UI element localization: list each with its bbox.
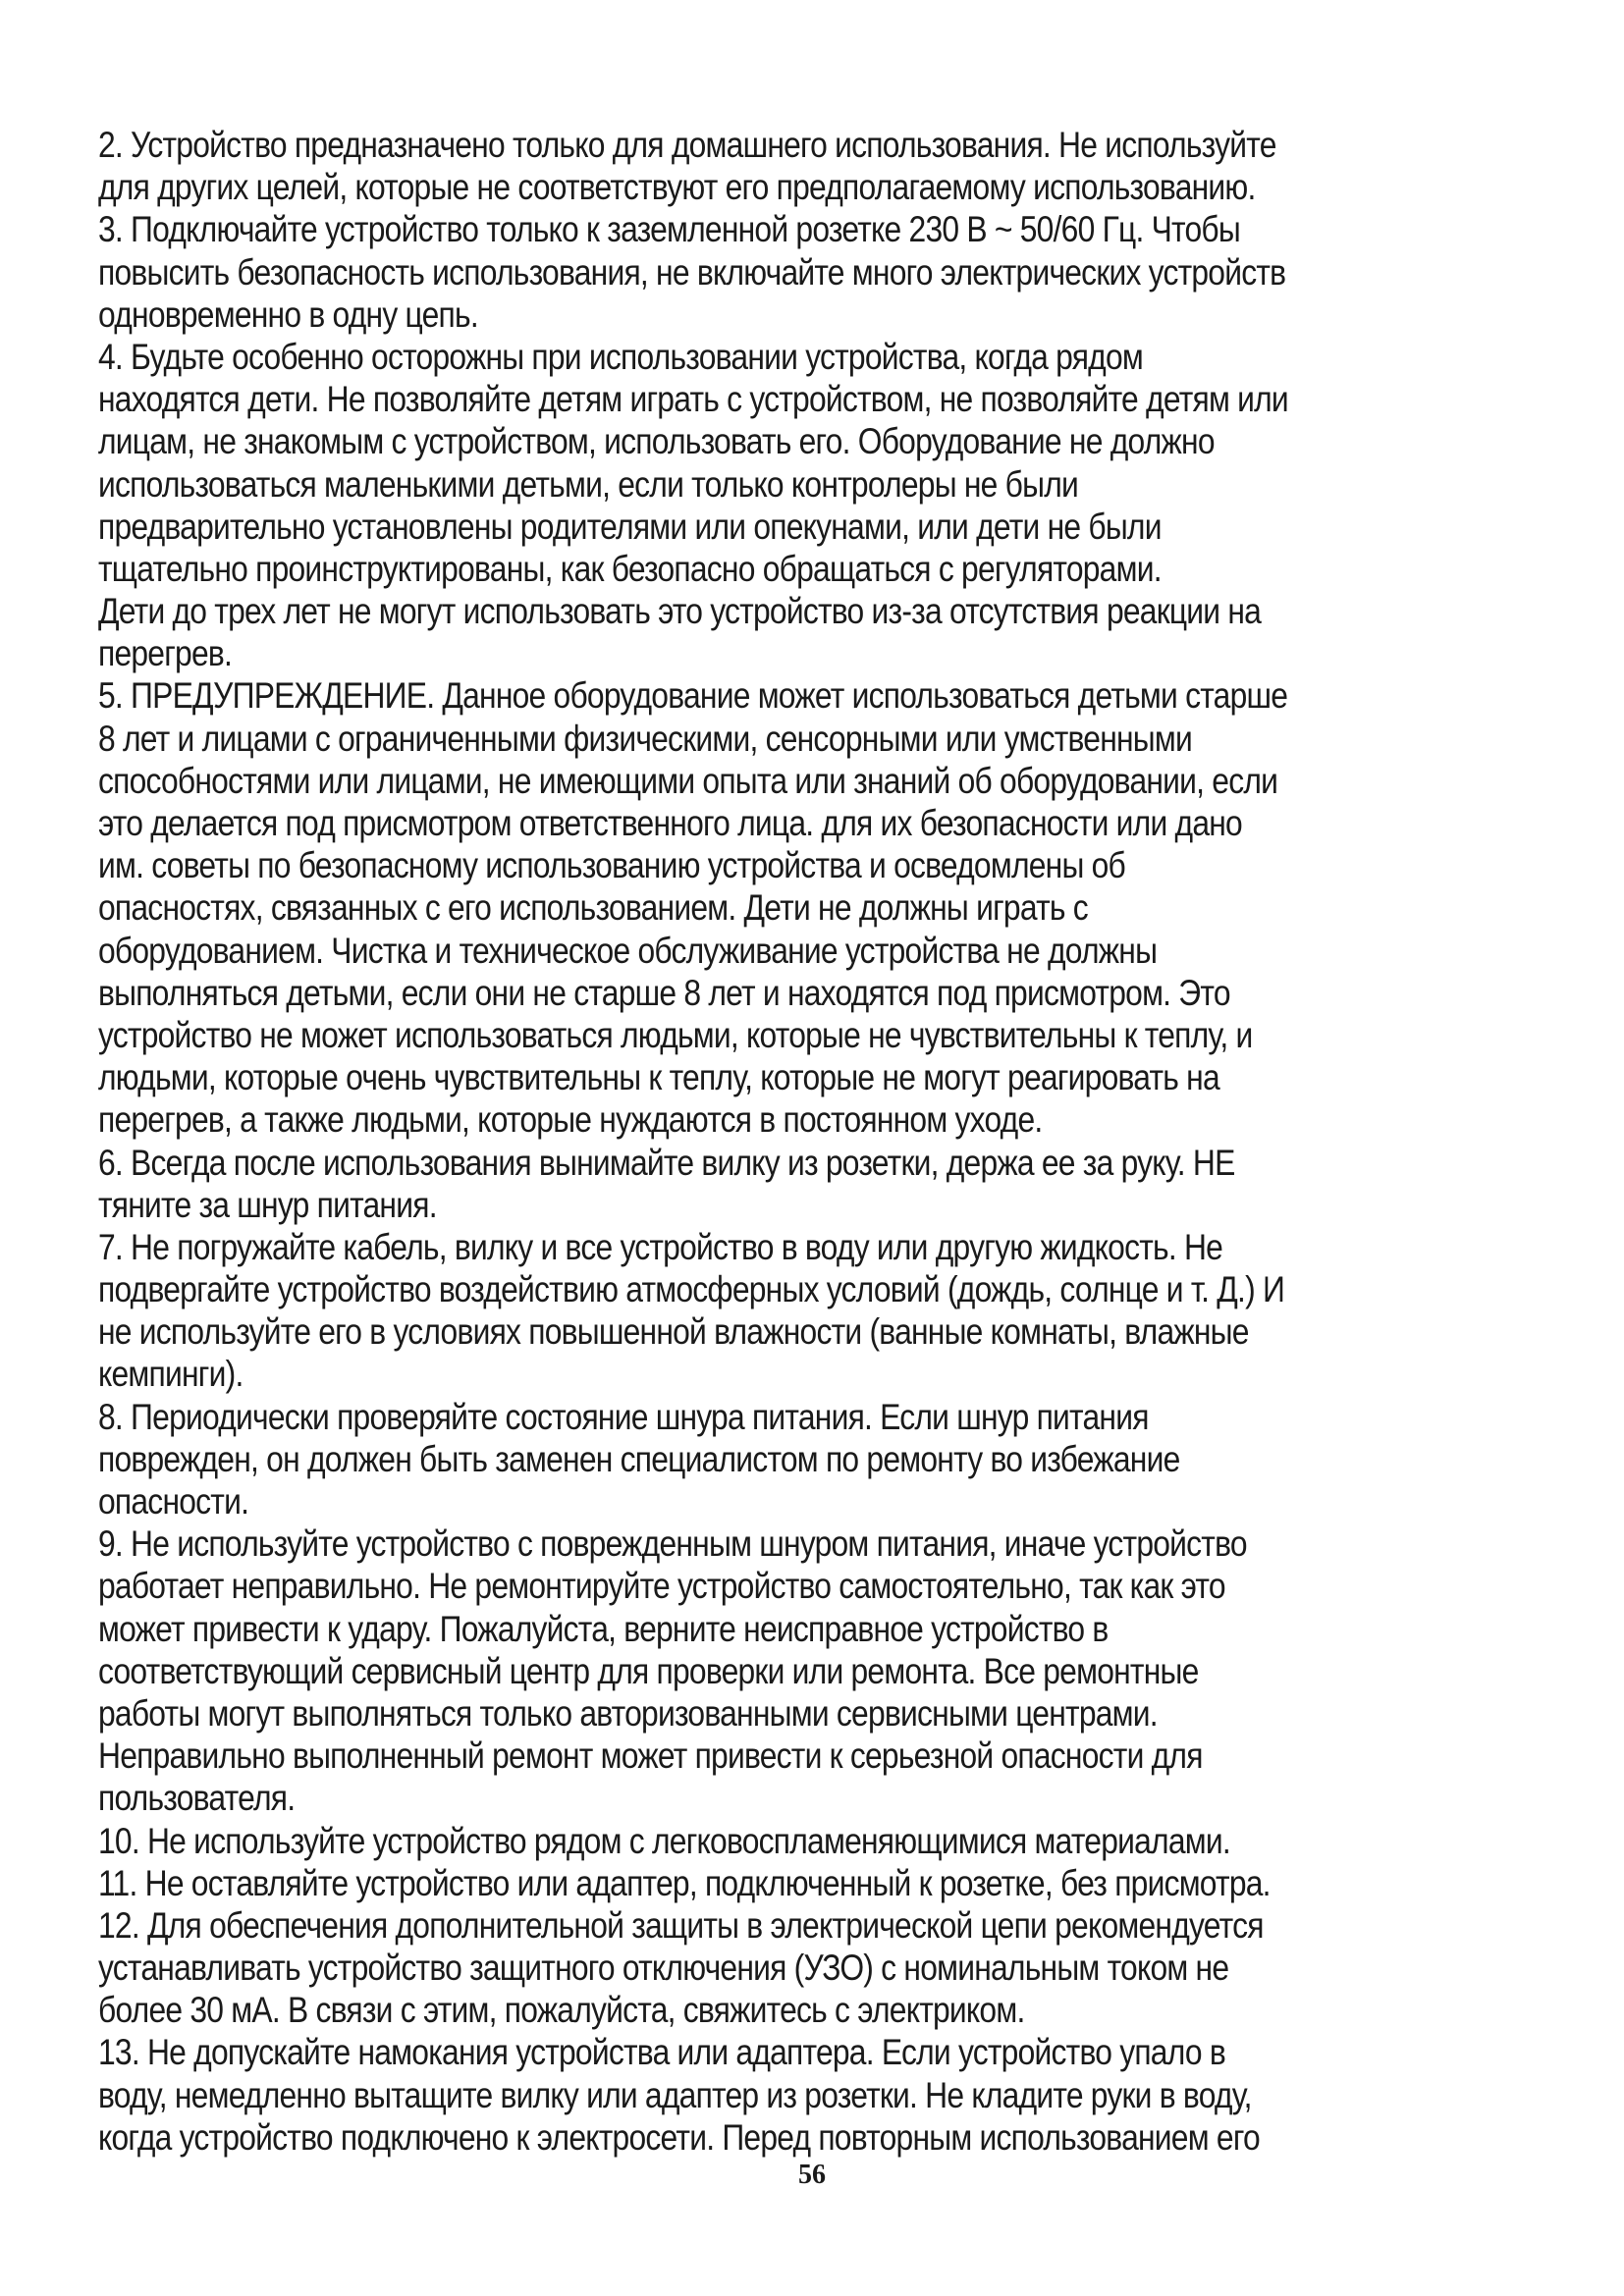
text-line: одновременно в одну цепь. xyxy=(98,294,478,335)
text-line: находятся дети. Не позволяйте детям играть с устройством, не позволяйте детям или xyxy=(98,379,1288,420)
text-line: перегрев. xyxy=(98,633,233,674)
text-line: кемпинги). xyxy=(98,1354,244,1395)
text-line: Неправильно выполненный ремонт может привести к серьезной опасности для xyxy=(98,1735,1203,1777)
text-line: более 30 мА. В связи с этим, пожалуйста, свяжитесь с электриком. xyxy=(98,1990,1025,2031)
text-line: 11. Не оставляйте устройство или адаптер, подключенный к розетке, без присмотра. xyxy=(98,1862,1271,1903)
text-line: 6. Всегда после использования вынимайте вилку из розетки, держа ее за руку. НЕ xyxy=(98,1142,1235,1183)
page-number: 56 xyxy=(798,2160,826,2190)
text-line: для других целей, которые не соответствуют его предполагаемому использованию. xyxy=(98,167,1256,208)
text-line: соответствующий сервисный центр для проверки или ремонта. Все ремонтные xyxy=(98,1650,1199,1691)
text-line: 4. Будьте особенно осторожны при использовании устройства, когда рядом xyxy=(98,336,1144,377)
text-line: им. советы по безопасному использованию устройства и осведомлены об xyxy=(98,845,1126,886)
text-line: Дети до трех лет не могут использовать это устройство из-за отсутствия реакции на xyxy=(98,591,1262,632)
text-line: пользователя. xyxy=(98,1778,296,1819)
text-line: работает неправильно. Не ремонтируйте устройство самостоятельно, так как это xyxy=(98,1566,1225,1607)
text-line: оборудованием. Чистка и техническое обслуживание устройства не должны xyxy=(98,930,1158,971)
text-line: когда устройство подключено к электросети. Перед повторным использованием его xyxy=(98,2116,1260,2158)
text-line: использоваться маленькими детьми, если только контролеры не были xyxy=(98,463,1079,505)
text-line: 3. Подключайте устройство только к заземленной розетке 230 В ~ 50/60 Гц. Чтобы xyxy=(98,209,1240,250)
text-line: тяните за шнур питания. xyxy=(98,1184,437,1225)
text-line: 10. Не используйте устройство рядом с легковоспламеняющимися материалами. xyxy=(98,1820,1230,1861)
text-line: людьми, которые очень чувствительны к теплу, которые не могут реагировать на xyxy=(98,1057,1219,1098)
text-line: 5. ПРЕДУПРЕЖДЕНИЕ. Данное оборудование может использоваться детьми старше xyxy=(98,675,1288,717)
text-line: 8. Периодически проверяйте состояние шнура питания. Если шнур питания xyxy=(98,1396,1149,1437)
text-line: 12. Для обеспечения дополнительной защиты в электрической цепи рекомендуется xyxy=(98,1904,1264,1946)
text-line: предварительно установлены родителями или опекунами, или дети не были xyxy=(98,506,1162,547)
text-line: повысить безопасность использования, не включайте много электрических устройств xyxy=(98,251,1286,293)
text-line: подвергайте устройство воздействию атмосферных условий (дождь, солнце и т. Д.) И xyxy=(98,1269,1285,1310)
text-line: не используйте его в условиях повышенной влажности (ванные комнаты, влажные xyxy=(98,1311,1249,1353)
text-line: 7. Не погружайте кабель, вилку и все устройство в воду или другую жидкость. Не xyxy=(98,1226,1223,1267)
instructions-text-body xyxy=(98,124,1561,2159)
text-line: 2. Устройство предназначено только для домашнего использования. Не используйте xyxy=(98,125,1276,165)
text-line: работы могут выполняться только авторизованными сервисными центрами. xyxy=(98,1692,1158,1734)
text-line: воду, немедленно вытащите вилку или адаптер из розетки. Не кладите руки в воду, xyxy=(98,2074,1252,2115)
text-line: 8 лет и лицами с ограниченными физическими, сенсорными или умственными xyxy=(98,718,1193,759)
text-line: 13. Не допускайте намокания устройства или адаптера. Если устройство упало в xyxy=(98,2032,1225,2073)
text-line: может привести к удару. Пожалуйста, верните неисправное устройство в xyxy=(98,1608,1109,1649)
text-line: устройство не может использоваться людьми, которые не чувствительны к теплу, и xyxy=(98,1014,1253,1055)
text-line: лицам, не знакомым с устройством, использовать его. Оборудование не должно xyxy=(98,421,1215,462)
text-line: способностями или лицами, не имеющими опыта или знаний об оборудовании, если xyxy=(98,760,1278,801)
text-line: опасности. xyxy=(98,1481,249,1522)
text-line: устанавливать устройство защитного отключения (УЗО) с номинальным током не xyxy=(98,1948,1229,1989)
text-line: 9. Не используйте устройство с поврежденным шнуром питания, иначе устройство xyxy=(98,1523,1247,1565)
text-line: выполняться детьми, если они не старше 8 лет и находятся под присмотром. Это xyxy=(98,972,1230,1013)
text-line: поврежден, он должен быть заменен специалистом по ремонту во избежание xyxy=(98,1438,1180,1479)
text-line: перегрев, а также людьми, которые нуждаются в постоянном уходе. xyxy=(98,1099,1043,1141)
text-line: опасностях, связанных с его использованием. Дети не должны играть с xyxy=(98,887,1088,929)
text-line: тщательно проинструктированы, как безопасно обращаться с регуляторами. xyxy=(98,548,1162,589)
text-line: это делается под присмотром ответственного лица. для их безопасности или дано xyxy=(98,803,1242,843)
